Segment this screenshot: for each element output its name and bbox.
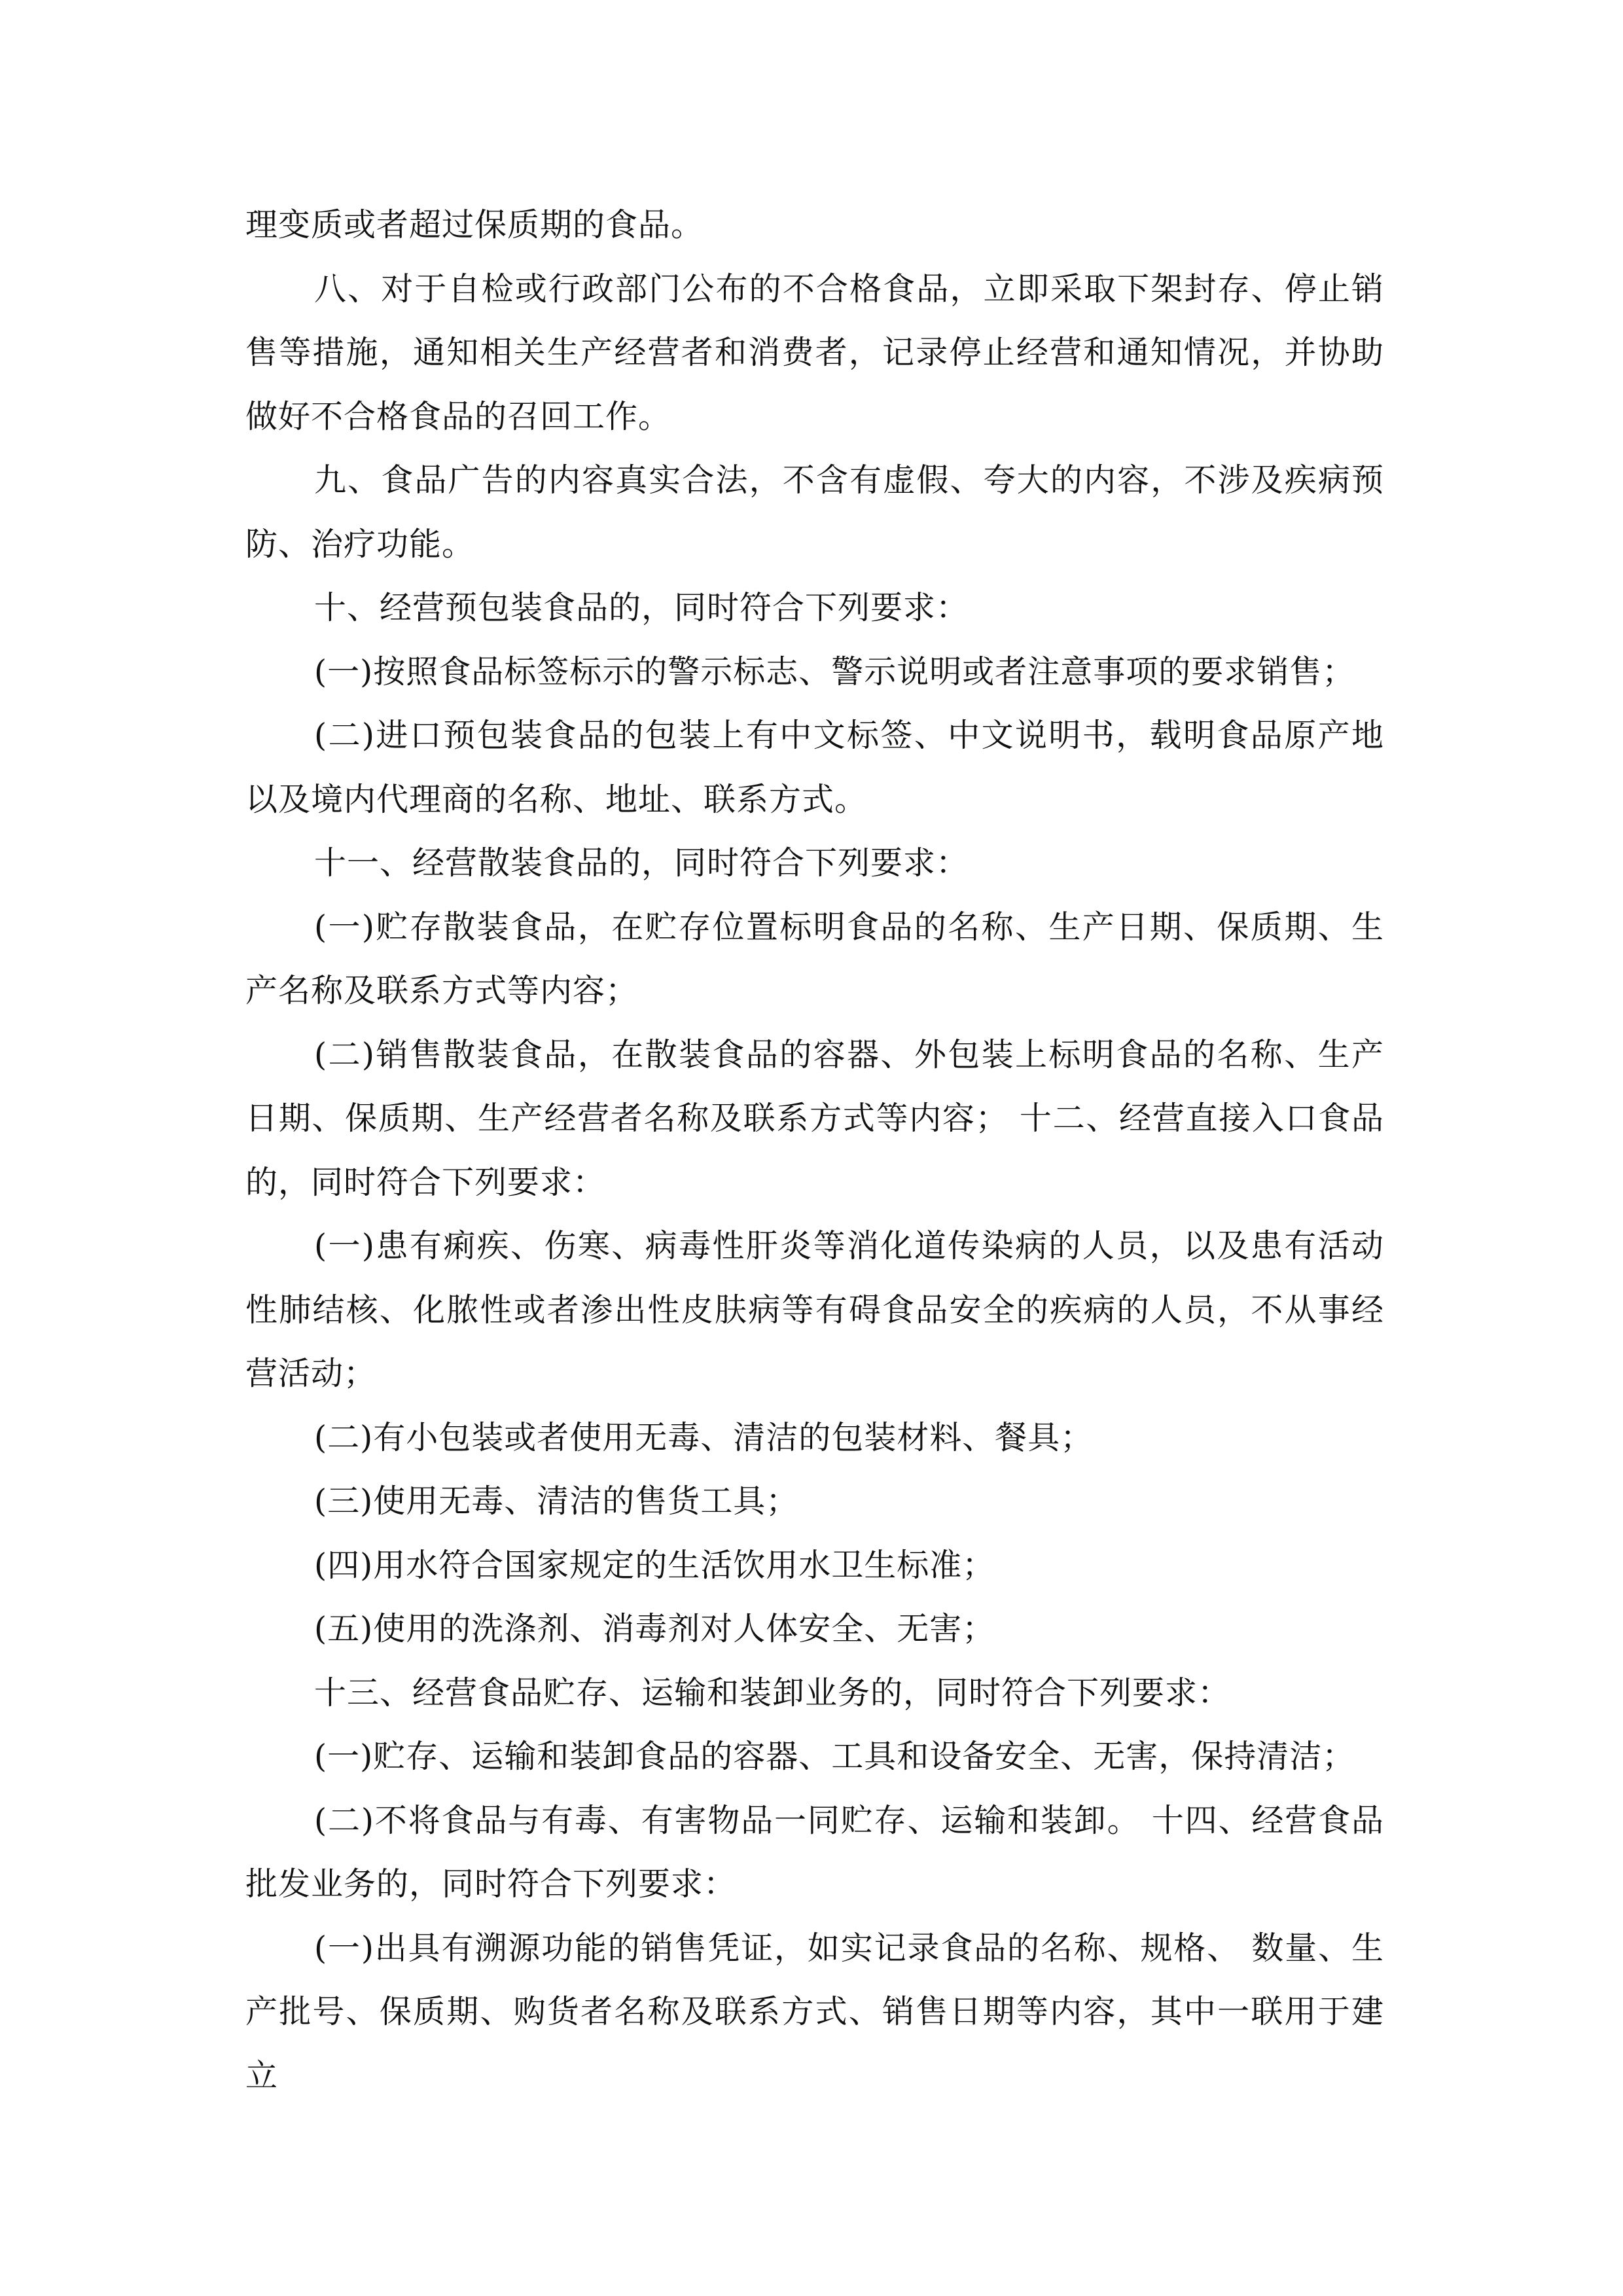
document-body	[245, 193, 1384, 2108]
paragraph-clause-13-item-2: (二)不将食品与有毒、有害物品一同贮存、运输和装卸。 十四、经营食品批发业务的，同时符合下列要求：	[245, 1801, 1384, 1903]
paragraph-clause-11-item-2: (二)销售散装食品，在散装食品的容器、外包装上标明食品的名称、生产日期、保质期、生产经营者名称及联系方式等内容； 十二、经营直接入口食品的，同时符合下列要求：	[245, 1035, 1384, 1201]
paragraph-clause-12-item-1: (一)患有痢疾、伤寒、病毒性肝炎等消化道传染病的人员，以及患有活动性肺结核、化脓性或者渗出性皮肤病等有碍食品安全的疾病的人员，不从事经营活动；	[245, 1227, 1384, 1392]
paragraph-clause-14-item-1: (一)出具有溯源功能的销售凭证，如实记录食品的名称、规格、 数量、生产批号、保质期、购货者名称及联系方式、销售日期等内容，其中一联用于建立	[245, 1929, 1384, 2094]
paragraph-clause-13-item-1: (一)贮存、运输和装卸食品的容器、工具和设备安全、无害，保持清洁；	[314, 1738, 1355, 1775]
paragraph-clause-10-item-1: (一)按照食品标签标示的警示标志、警示说明或者注意事项的要求销售；	[314, 653, 1355, 691]
paragraph-clause-12-item-4: (四)用水符合国家规定的生活饮用水卫生标准；	[314, 1546, 995, 1584]
paragraph-clause-9: 九、食品广告的内容真实合法，不含有虚假、夸大的内容，不涉及疾病预防、治疗功能。	[245, 461, 1384, 563]
paragraph-clause-11: 十一、经营散装食品的，同时符合下列要求：	[314, 844, 969, 882]
paragraph-clause-8: 八、对于自检或行政部门公布的不合格食品，立即采取下架封存、停止销售等措施，通知相关生产经营者和消费者，记录停止经营和通知情况，并协助做好不合格食品的召回工作。	[245, 270, 1384, 435]
paragraph-clause-12-item-3: (三)使用无毒、清洁的售货工具；	[314, 1482, 799, 1520]
paragraph-clause-10: 十、经营预包装食品的，同时符合下列要求：	[314, 589, 969, 626]
paragraph-clause-11-item-1: (一)贮存散装食品，在贮存位置标明食品的名称、生产日期、保质期、生产名称及联系方式等内容；	[245, 908, 1384, 1009]
paragraph-clause-13: 十三、经营食品贮存、运输和装卸业务的，同时符合下列要求：	[314, 1674, 1231, 1712]
paragraph-clause-12-item-2: (二)有小包装或者使用无毒、清洁的包装材料、餐具；	[314, 1418, 1094, 1456]
paragraph-clause-10-item-2: (二)进口预包装食品的包装上有中文标签、中文说明书，载明食品原产地以及境内代理商的名称、地址、联系方式。	[245, 717, 1384, 818]
paragraph-clause-12-item-5: (五)使用的洗涤剂、消毒剂对人体安全、无害；	[314, 1610, 995, 1647]
paragraph-continuation: 理变质或者超过保质期的食品。	[245, 206, 704, 243]
